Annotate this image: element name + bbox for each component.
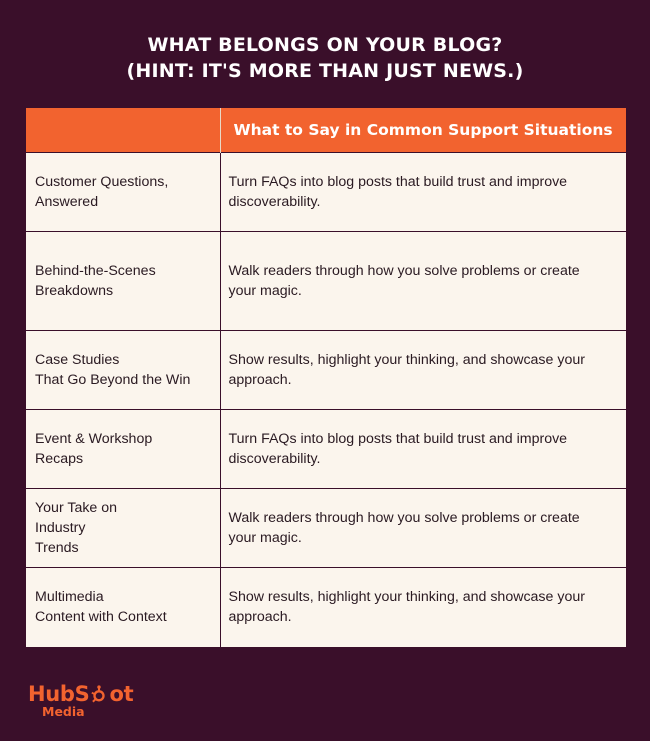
logo-text-right: ot — [109, 682, 134, 706]
advice-cell: Show results, highlight your thinking, and showcase your approach. — [220, 568, 626, 647]
sprocket-icon — [90, 685, 108, 703]
table-row — [26, 568, 626, 647]
table-row — [26, 153, 626, 232]
advice-cell: Turn FAQs into blog posts that build trust and improve discoverability. — [220, 410, 626, 489]
content-table — [26, 108, 626, 647]
title-line-1: WHAT BELONGS ON YOUR BLOG? — [147, 34, 503, 56]
header-cell-advice: What to Say in Common Support Situations — [220, 108, 626, 153]
table-header-row — [26, 108, 626, 153]
advice-cell: Walk readers through how you solve problems or create your magic. — [220, 489, 626, 568]
logo-subtitle: Media — [42, 704, 85, 719]
table-row — [26, 489, 626, 568]
title-line-2: (HINT: IT'S MORE THAN JUST NEWS.) — [126, 60, 524, 82]
topic-cell: Your Take on Industry Trends — [26, 489, 220, 568]
topic-cell: Case Studies That Go Beyond the Win — [26, 331, 220, 410]
topic-cell: Multimedia Content with Context — [26, 568, 220, 647]
advice-cell: Walk readers through how you solve problems or create your magic. — [220, 232, 626, 331]
header-cell-topic — [26, 108, 220, 153]
advice-cell: Turn FAQs into blog posts that build trust and improve discoverability. — [220, 153, 626, 232]
table-row — [26, 331, 626, 410]
logo-wordmark — [28, 683, 133, 705]
topic-cell: Event & Workshop Recaps — [26, 410, 220, 489]
logo-text-left: HubS — [28, 682, 90, 706]
page-title — [0, 32, 650, 84]
topic-cell: Customer Questions, Answered — [26, 153, 220, 232]
hubspot-media-logo — [28, 683, 133, 719]
advice-cell: Show results, highlight your thinking, and showcase your approach. — [220, 331, 626, 410]
table-row — [26, 232, 626, 331]
table-row — [26, 410, 626, 489]
topic-cell: Behind-the-Scenes Breakdowns — [26, 232, 220, 331]
